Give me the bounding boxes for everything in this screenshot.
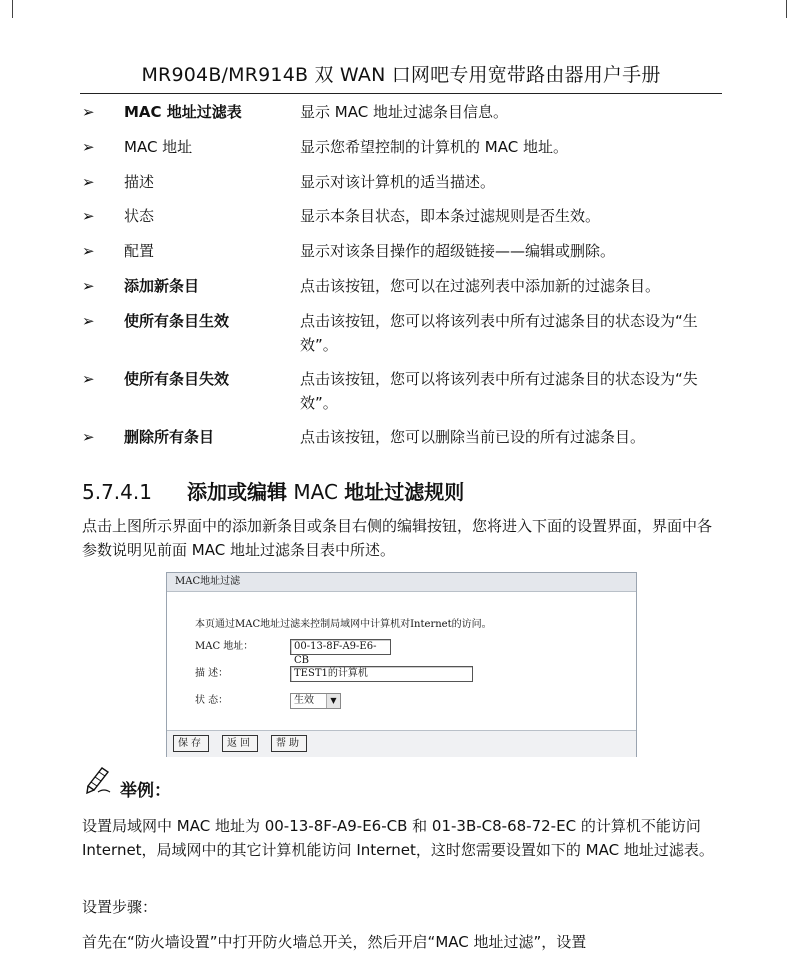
definition-term: 状态 <box>124 207 155 225</box>
note-pen-icon <box>84 764 114 796</box>
page-header <box>80 60 722 94</box>
desc-input[interactable]: TEST1的计算机 <box>290 666 473 682</box>
bullet-arrow-icon: ➢ <box>82 173 95 191</box>
bullet-arrow-icon: ➢ <box>82 428 95 446</box>
definition-item <box>82 100 722 124</box>
desc-label: 描 述： <box>195 668 229 679</box>
definition-item <box>82 274 722 298</box>
bullet-arrow-icon: ➢ <box>82 242 95 260</box>
section-heading <box>82 476 464 505</box>
crop-mark-right <box>786 0 787 18</box>
definition-term: 使所有条目生效 <box>124 312 230 330</box>
steps-first-line: 首先在“防火墙设置”中打开防火墙总开关，然后开启“MAC 地址过滤”，设置 <box>82 933 587 951</box>
status-select[interactable] <box>290 693 341 709</box>
chevron-down-icon: ▼ <box>326 694 340 708</box>
definition-desc: 点击该按钮，您可以删除当前已设的所有过滤条目。 <box>300 428 646 446</box>
mac-row <box>195 638 391 666</box>
definition-item <box>82 239 722 263</box>
status-value: 生效 <box>294 694 314 706</box>
definition-desc: 显示对该条目操作的超级链接——编辑或删除。 <box>300 242 616 260</box>
mac-filter-form <box>166 572 637 757</box>
crop-mark-left <box>12 0 13 18</box>
status-row <box>195 692 341 710</box>
bullet-arrow-icon: ➢ <box>82 138 95 156</box>
definition-desc: 显示本条目状态，即本条过滤规则是否生效。 <box>300 207 601 225</box>
definition-item <box>82 170 722 194</box>
section-name <box>187 480 464 504</box>
definition-term: 删除所有条目 <box>124 428 215 446</box>
definition-item <box>82 309 722 357</box>
back-button[interactable]: 返回 <box>222 735 258 752</box>
desc-row <box>195 665 473 683</box>
form-intro: 本页通过MAC地址过滤来控制局域网中计算机对Internet的访问。 <box>195 619 492 630</box>
definition-term: MAC 地址 <box>124 138 193 156</box>
definition-item <box>82 135 722 159</box>
definition-desc: 点击该按钮，您可以将该列表中所有过滤条目的状态设为“失效”。 <box>300 370 698 412</box>
section-title-pre: 添加或编辑 <box>187 480 287 504</box>
section-title-post: 地址过滤规则 <box>344 480 465 504</box>
definition-item <box>82 425 722 449</box>
definition-desc: 显示对该计算机的适当描述。 <box>300 173 496 191</box>
definition-desc: 点击该按钮，您可以在过滤列表中添加新的过滤条目。 <box>300 277 661 295</box>
example-label: 举例： <box>120 781 171 801</box>
definition-item <box>82 204 722 228</box>
bullet-arrow-icon: ➢ <box>82 277 95 295</box>
example-paragraph: 设置局域网中 MAC 地址为 00-13-8F-A9-E6-CB 和 01-3B-C8-68-72-EC 的计算机不能访问 Internet，局域网中的其它计算机能访问 Internet，这时您需要设置如下的 MAC 地址过滤表。 <box>82 817 714 859</box>
section-title-latin: MAC <box>287 480 345 504</box>
definition-item <box>82 367 722 415</box>
mac-input[interactable]: 00-13-8F-A9-E6-CB <box>290 639 391 655</box>
button-bar <box>167 730 636 757</box>
definition-term: 添加新条目 <box>124 277 200 295</box>
section-number: 5.7.4.1 <box>82 480 152 504</box>
help-button[interactable]: 帮助 <box>271 735 307 752</box>
bullet-arrow-icon: ➢ <box>82 312 95 330</box>
definition-term: 描述 <box>124 173 155 191</box>
bullet-arrow-icon: ➢ <box>82 207 95 225</box>
definition-term: MAC 地址过滤表 <box>124 103 242 121</box>
mac-label: MAC 地址： <box>195 641 254 652</box>
definition-desc: 显示您希望控制的计算机的 MAC 地址。 <box>300 138 568 156</box>
definition-term: 使所有条目失效 <box>124 370 230 388</box>
save-button[interactable]: 保存 <box>173 735 209 752</box>
definition-desc: 点击该按钮，您可以将该列表中所有过滤条目的状态设为“生效”。 <box>300 312 698 354</box>
header-title: MR904B/MR914B 双 WAN 口网吧专用宽带路由器用户手册 <box>141 64 661 86</box>
intro-paragraph: 点击上图所示界面中的添加新条目或条目右侧的编辑按钮，您将进入下面的设置界面，界面中各参数说明见前面 MAC 地址过滤条目表中所述。 <box>82 517 713 559</box>
definition-desc: 显示 MAC 地址过滤条目信息。 <box>300 103 508 121</box>
steps-label: 设置步骤： <box>82 898 158 916</box>
bullet-arrow-icon: ➢ <box>82 370 95 388</box>
form-title: MAC地址过滤 <box>167 573 636 592</box>
status-label: 状 态： <box>195 695 229 706</box>
bullet-arrow-icon: ➢ <box>82 103 95 121</box>
definition-term: 配置 <box>124 242 155 260</box>
